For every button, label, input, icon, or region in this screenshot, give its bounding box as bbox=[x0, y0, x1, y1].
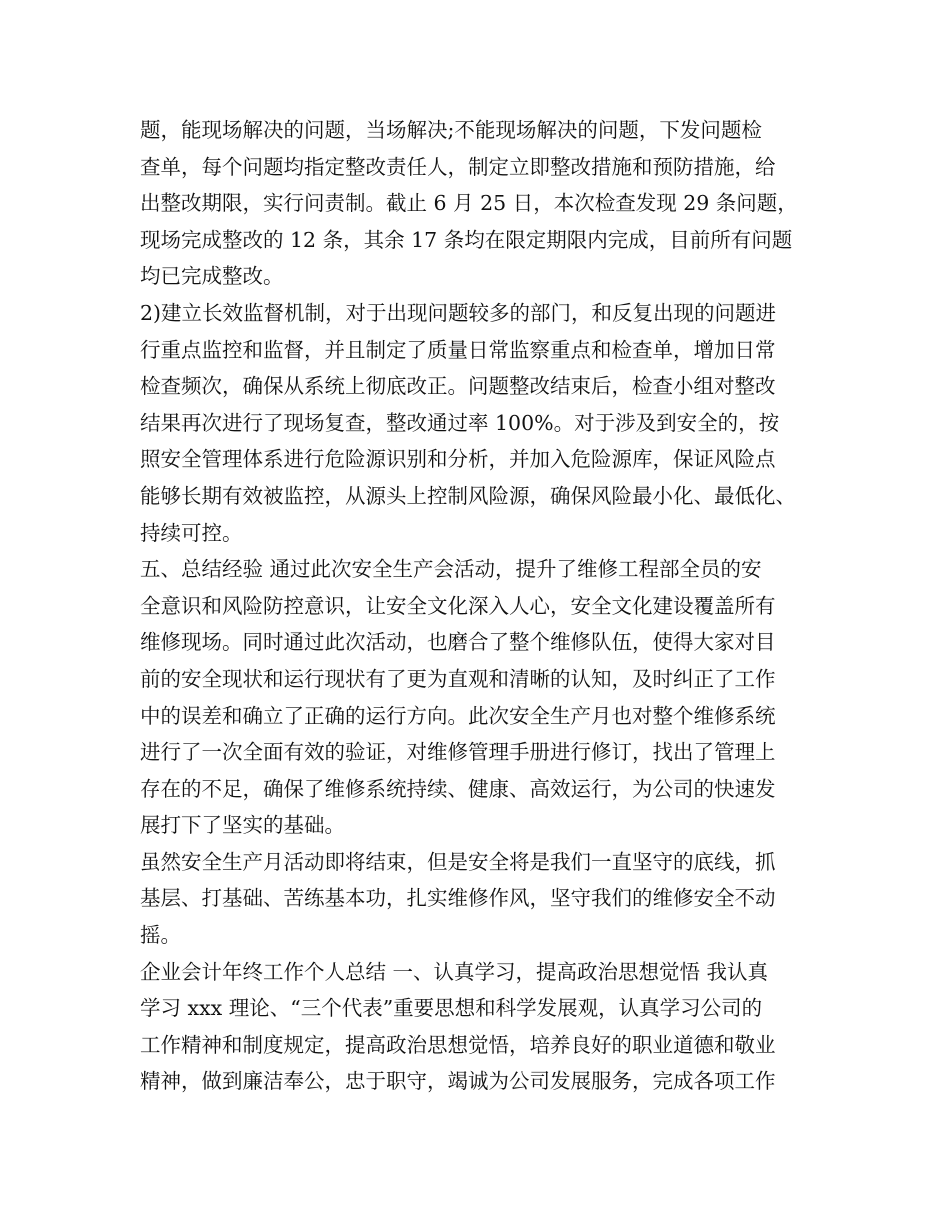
text-line: 均已完成整改。 bbox=[140, 264, 284, 289]
text-line: 照安全管理体系进行危险源识别和分析，并加入危险源库，保证风险点 bbox=[140, 447, 776, 472]
text-line: 学习 xxx 理论、“三个代表”重要思想和科学发展观，认真学习公司的 bbox=[140, 996, 763, 1021]
text-line: 2)建立长效监督机制，对于出现问题较多的部门，和反复出现的问题进 bbox=[140, 300, 777, 325]
text-line: 检查频次，确保从系统上彻底改正。问题整改结束后，检查小组对整改 bbox=[140, 374, 776, 399]
text-line: 基层、打基础、苦练基本功，扎实维修作风，坚守我们的维修安全不动 bbox=[140, 886, 776, 911]
text-line: 持续可控。 bbox=[140, 520, 243, 545]
text-line: 虽然安全生产月活动即将结束，但是安全将是我们一直坚守的底线，抓 bbox=[140, 849, 776, 874]
text-line: 能够长期有效被监控，从源头上控制风险源，确保风险最小化、最低化、 bbox=[140, 483, 796, 508]
document-body bbox=[140, 112, 830, 1100]
text-line: 出整改期限，实行问责制。截止 6 月 25 日，本次检查发现 29 条问题， bbox=[140, 191, 798, 216]
text-line: 题，能现场解决的问题，当场解决;不能现场解决的问题，下发问题检 bbox=[140, 118, 762, 142]
text-line: 查单，每个问题均指定整改责任人，制定立即整改措施和预防措施，给 bbox=[140, 154, 776, 179]
text-line: 企业会计年终工作个人总结 一、认真学习，提高政治思想觉悟 我认真 bbox=[140, 959, 769, 984]
text-line: 进行了一次全面有效的验证，对维修管理手册进行修订，找出了管理上 bbox=[140, 740, 776, 765]
text-line: 前的安全现状和运行现状有了更为直观和清晰的认知，及时纠正了工作 bbox=[140, 666, 776, 691]
text-line: 精神，做到廉洁奉公，忠于职守，竭诚为公司发展服务，完成各项工作 bbox=[140, 1069, 776, 1094]
text-line: 五、总结经验 通过此次安全生产会活动，提升了维修工程部全员的安 bbox=[140, 557, 762, 582]
text-line: 全意识和风险防控意识，让安全文化深入人心，安全文化建设覆盖所有 bbox=[140, 593, 776, 618]
text-line: 摇。 bbox=[140, 923, 181, 948]
text-line: 展打下了坚实的基础。 bbox=[140, 813, 345, 838]
text-line: 存在的不足，确保了维修系统持续、健康、高效运行，为公司的快速发 bbox=[140, 776, 776, 801]
text-line: 维修现场。同时通过此次活动，也磨合了整个维修队伍，使得大家对目 bbox=[140, 630, 776, 655]
text-line: 中的误差和确立了正确的运行方向。此次安全生产月也对整个维修系统 bbox=[140, 703, 776, 728]
text-line: 工作精神和制度规定，提高政治思想觉悟，培养良好的职业道德和敬业 bbox=[140, 1032, 776, 1057]
text-line: 结果再次进行了现场复查，整改通过率 100%。对于涉及到安全的，按 bbox=[140, 410, 780, 435]
text-line: 行重点监控和监督，并且制定了质量日常监察重点和检查单，增加日常 bbox=[140, 337, 776, 362]
text-line: 现场完成整改的 12 条，其余 17 条均在限定期限内完成，目前所有问题 bbox=[140, 227, 793, 252]
